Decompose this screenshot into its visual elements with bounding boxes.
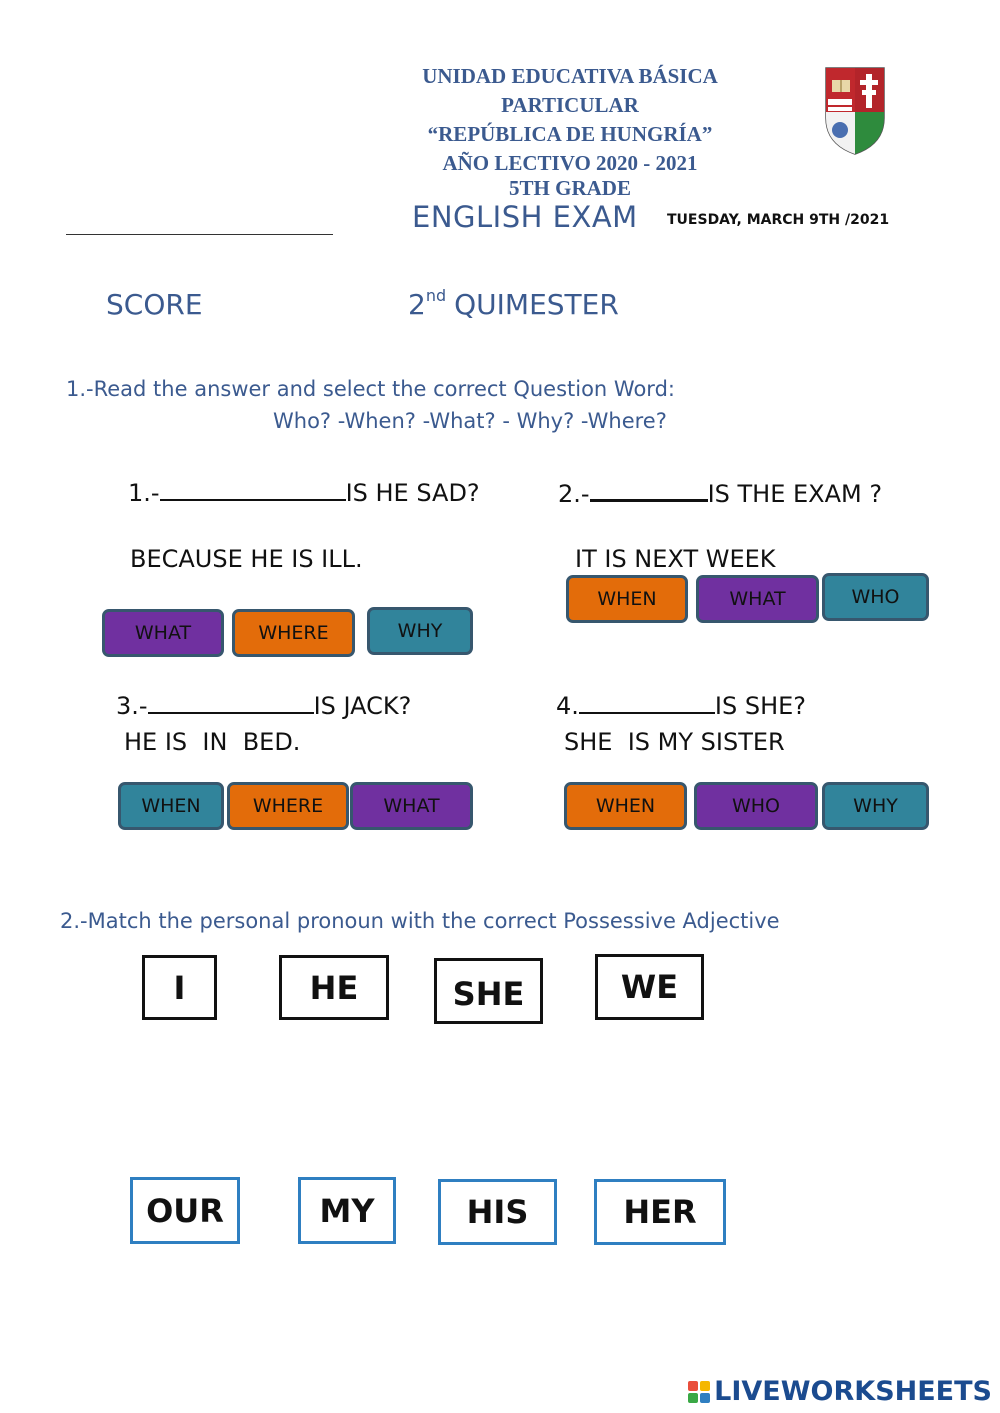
question-2-number: 2.- [558, 480, 590, 508]
question-1 [128, 477, 480, 507]
liveworksheets-logo [688, 1376, 992, 1407]
exam-date: TUESDAY, MARCH 9TH /2021 [667, 212, 890, 228]
question-3-number: 3.- [116, 692, 148, 720]
pronoun-i[interactable]: I [142, 955, 217, 1020]
answer-2: IT IS NEXT WEEK [575, 545, 776, 573]
school-line-5: 5TH GRADE [509, 176, 631, 200]
q2-option-what[interactable]: WHAT [696, 575, 819, 623]
question-4-text: IS SHE? [714, 692, 807, 720]
possessive-my[interactable]: MY [298, 1177, 396, 1244]
quimester-label [408, 288, 619, 321]
pronoun-we[interactable]: WE [595, 954, 704, 1020]
question-4 [556, 690, 806, 720]
answer-4: SHE IS MY SISTER [564, 728, 785, 756]
section2-instruction: 2.-Match the personal pronoun with the correct Possessive Adjective [60, 909, 780, 933]
possessive-his[interactable]: HIS [438, 1179, 557, 1245]
q3-option-what[interactable]: WHAT [350, 782, 473, 830]
score-label: SCORE [106, 288, 203, 321]
quimester-number: 2 [408, 288, 426, 321]
answer-3: HE IS IN BED. [124, 728, 301, 756]
q4-option-when[interactable]: WHEN [564, 782, 687, 830]
school-line-4: AÑO LECTIVO 2020 - 2021 [442, 151, 698, 175]
possessive-her[interactable]: HER [594, 1179, 726, 1245]
school-name-block [380, 62, 760, 198]
question-2-text: IS THE EXAM ? [707, 480, 883, 508]
q1-option-why[interactable]: WHY [367, 607, 473, 655]
q3-option-where[interactable]: WHERE [227, 782, 349, 830]
question-1-text: IS HE SAD? [345, 479, 480, 507]
question-3 [116, 690, 411, 720]
exam-title: ENGLISH EXAM [412, 200, 638, 234]
pronoun-she[interactable]: SHE [434, 958, 543, 1024]
question-4-number: 4. [556, 692, 579, 720]
section1-options-list: Who? -When? -What? - Why? -Where? [273, 409, 667, 433]
q2-option-when[interactable]: WHEN [566, 575, 688, 623]
q4-option-why[interactable]: WHY [822, 782, 929, 830]
school-crest-icon [824, 66, 886, 156]
quimester-suffix: nd [425, 286, 447, 305]
question-3-blank[interactable] [148, 690, 314, 714]
liveworksheets-brand: LIVEWORKSHEETS [714, 1376, 992, 1407]
liveworksheets-logo-icon [688, 1381, 710, 1403]
question-3-text: IS JACK? [313, 692, 412, 720]
question-4-blank[interactable] [579, 690, 715, 714]
pronoun-he[interactable]: HE [279, 955, 389, 1020]
school-line-2: PARTICULAR [501, 93, 639, 117]
question-1-number: 1.- [128, 479, 160, 507]
question-1-blank[interactable] [160, 477, 346, 501]
q2-option-who[interactable]: WHO [822, 573, 929, 621]
q3-option-when[interactable]: WHEN [118, 782, 224, 830]
possessive-our[interactable]: OUR [130, 1177, 240, 1244]
school-line-3: “REPÚBLICA DE HUNGRÍA” [427, 122, 713, 146]
q1-option-what[interactable]: WHAT [102, 609, 224, 657]
question-2-blank[interactable] [590, 477, 708, 502]
q4-option-who[interactable]: WHO [694, 782, 818, 830]
student-name-line[interactable] [66, 234, 333, 235]
quimester-text: QUIMESTER [454, 288, 619, 321]
question-2 [558, 477, 882, 508]
q1-option-where[interactable]: WHERE [232, 609, 355, 657]
answer-1: BECAUSE HE IS ILL. [130, 545, 363, 573]
section1-instruction: 1.-Read the answer and select the correct Question Word: [66, 377, 675, 401]
school-line-1: UNIDAD EDUCATIVA BÁSICA [422, 64, 718, 88]
